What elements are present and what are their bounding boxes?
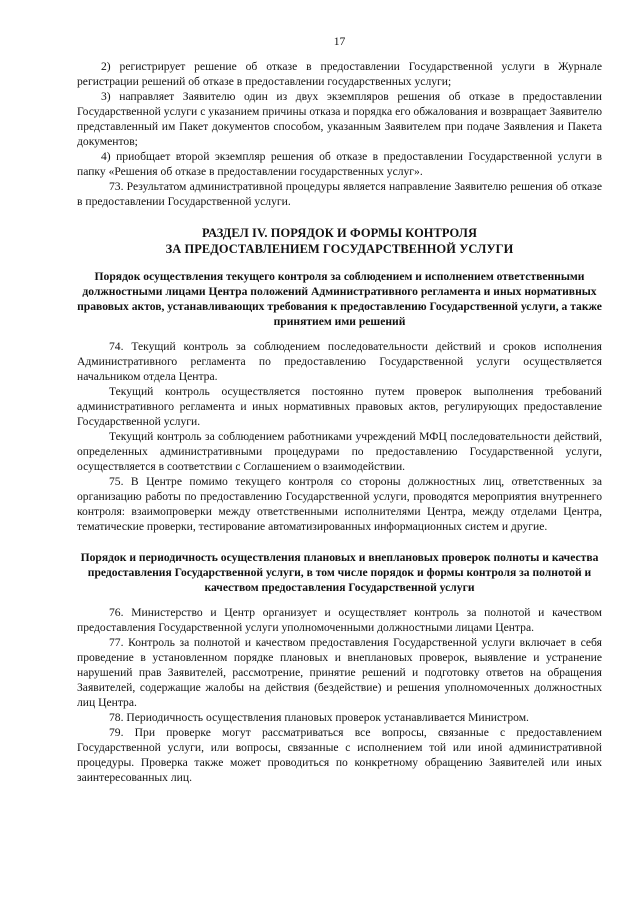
section-title: [77, 225, 602, 257]
section-title-line-1: РАЗДЕЛ IV. ПОРЯДОК И ФОРМЫ КОНТРОЛЯ: [201, 226, 478, 240]
paragraph-74: 74. Текущий контроль за соблюдением последовательности действий и сроков исполнения Административного регламента по предоставлению Государственной услуги осуществляется начальником отдела Центра.: [77, 340, 602, 383]
subsection-title-1: Порядок осуществления текущего контроля за соблюдением и исполнением ответственными должностными лицами Центра положений Административного регламента и иных нормативных правовых актов, устанавливающих требования к предоставлению Государственной услуги, а также принятием ими решений: [77, 270, 602, 328]
paragraph-74-2: Текущий контроль осуществляется постоянно путем проверок выполнения требований административного регламента и иных нормативных правовых актов, регулирующих предоставление Государственной услуги.: [77, 385, 602, 428]
paragraph-79: 79. При проверке могут рассматриваться все вопросы, связанные с предоставлением Государственной услуги, или вопросы, связанные с исполнением той или иной административной процедуры. Проверка также может проводиться по конкретному обращению Заявителей или иных заинтересованных лиц.: [77, 726, 602, 784]
paragraph-77: 77. Контроль за полнотой и качеством предоставления Государственной услуги включает в себя проведение в установленном порядке плановых и внеплановых проверок, выявление и устранение нарушений прав Заявителей, рассмотрение, принятие решений и подготовку ответов на обращения Заявителей, содержащие жалобы на действия (бездействие) и решения уполномоченных должностных лиц Центра.: [77, 636, 602, 709]
paragraph-73: 73. Результатом административной процедуры является направление Заявителю решения об отказе в предоставлении Государственной услуги.: [77, 180, 602, 208]
section-title-line-2: ЗА ПРЕДОСТАВЛЕНИЕМ ГОСУДАРСТВЕННОЙ УСЛУГИ: [165, 242, 514, 256]
paragraph-intro-1: 2) регистрирует решение об отказе в предоставлении Государственной услуги в Журнале регистрации решений об отказе в предоставлении государственных услуги;: [77, 60, 602, 88]
paragraph-intro-3: 4) приобщает второй экземпляр решения об отказе в предоставлении Государственной услуги в папку «Решения об отказе в предоставлении государственных услуг».: [77, 150, 602, 178]
subsection-title-2: Порядок и периодичность осуществления плановых и внеплановых проверок полноты и качества предоставления Государственной услуги, в том числе порядок и формы контроля за полнотой и качеством предоставления Государственной услуги: [80, 551, 599, 594]
paragraph-76: 76. Министерство и Центр организует и осуществляет контроль за полнотой и качеством предоставления Государственной услуги уполномоченными должностными лицами Центра.: [77, 606, 602, 634]
paragraph-74-3: Текущий контроль за соблюдением работниками учреждений МФЦ последовательности действий, определенных административными процедурами по предоставлению Государственной услуги, осуществляется в соответствии с Соглашением о взаимодействии.: [77, 430, 602, 473]
paragraph-75: 75. В Центре помимо текущего контроля со стороны должностных лиц, ответственных за организацию работы по предоставлению Государственной услуги, проводятся мероприятия внутреннего контроля: взаимопроверки между ответственными исполнителями Центра, между отделами Центра, тематические проверки, тестирование автоматизированных информационных систем и другие.: [77, 475, 602, 533]
paragraph-78: 78. Периодичность осуществления плановых проверок устанавливается Министром.: [109, 711, 529, 724]
paragraph-intro-2: 3) направляет Заявителю один из двух экземпляров решения об отказе в предоставлении Государственной услуги с указанием причины отказа и порядка его обжалования и возвращает Заявителю представленный им Пакет документов способом, указанным Заявителем при подаче Заявления и Пакета документов;: [77, 90, 602, 148]
page-number: 17: [333, 35, 346, 48]
